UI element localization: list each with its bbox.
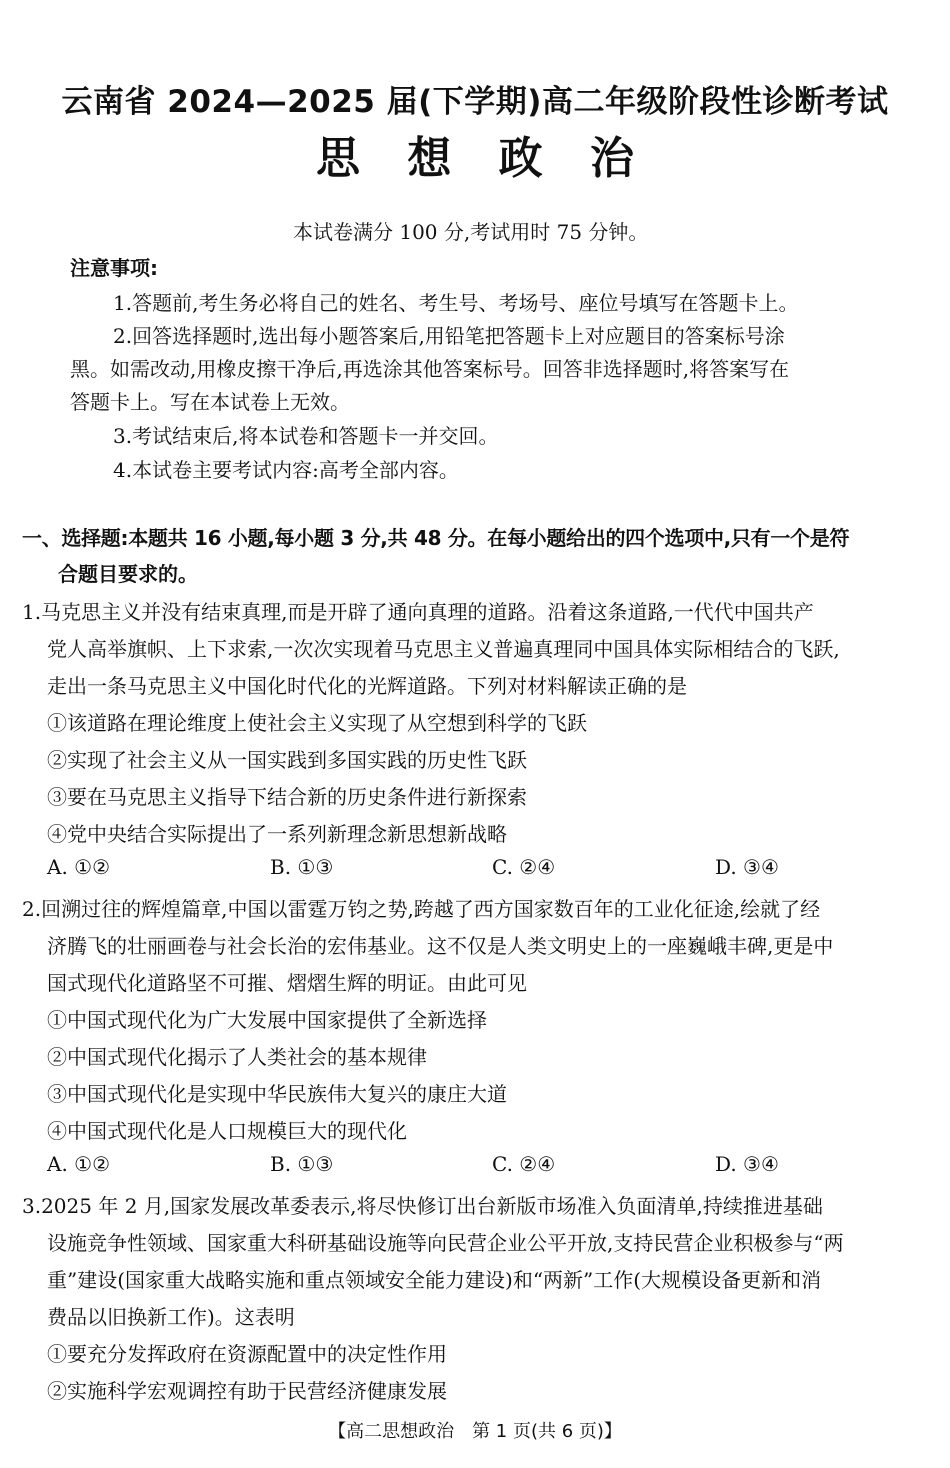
statement: ①中国式现代化为广大发展中国家提供了全新选择 [47,1008,487,1032]
page-footer: 【高二思想政治 第 1 页(共 6 页)】 [328,1421,622,1442]
statement: ④党中央结合实际提出了一系列新理念新思想新战略 [47,822,507,846]
question-stem-line: 走出一条马克思主义中国化时代化的光辉道路。下列对材料解读正确的是 [47,674,687,698]
option-b: B. ①③ [270,855,334,879]
statement: ④中国式现代化是人口规模巨大的现代化 [47,1119,407,1143]
note-line: 1.答题前,考生务必将自己的姓名、考生号、考场号、座位号填写在答题卡上。 [113,291,799,315]
question-stem-line: 费品以旧换新工作)。这表明 [47,1305,295,1329]
section-heading-cont: 合题目要求的。 [58,562,198,586]
note-line: 3.考试结束后,将本试卷和答题卡一并交回。 [113,424,499,448]
statement: ①该道路在理论维度上使社会主义实现了从空想到科学的飞跃 [47,711,587,735]
section-heading: 一、选择题:本题共 16 小题,每小题 3 分,共 48 分。在每小题给出的四个选项中,只有一个是符 [22,526,850,550]
note-line: 黑。如需改动,用橡皮擦干净后,再选涂其他答案标号。回答非选择题时,将答案写在 [70,357,790,381]
question-stem-line: 2.回溯过往的辉煌篇章,中国以雷霆万钧之势,跨越了西方国家数百年的工业化征途,绘就了经 [22,897,821,921]
question-stem-line: 1.马克思主义并没有结束真理,而是开辟了通向真理的道路。沿着这条道路,一代代中国共产 [22,600,814,624]
option-d: D. ③④ [715,855,779,879]
option-a: A. ①② [47,1152,111,1176]
question-stem-line: 设施竞争性领域、国家重大科研基础设施等向民营企业公平开放,支持民营企业积极参与“两 [47,1231,844,1255]
question-stem-line: 国式现代化道路坚不可摧、熠熠生辉的明证。由此可见 [47,971,527,995]
option-a: A. ①② [47,855,111,879]
option-b: B. ①③ [270,1152,334,1176]
statement: ②实现了社会主义从一国实践到多国实践的历史性飞跃 [47,748,527,772]
option-c: C. ②④ [492,855,556,879]
question-stem-line: 3.2025 年 2 月,国家发展改革委表示,将尽快修订出台新版市场准入负面清单,持续推进基础 [22,1194,823,1218]
note-line: 2.回答选择题时,选出每小题答案后,用铅笔把答题卡上对应题目的答案标号涂 [113,324,785,348]
note-line: 答题卡上。写在本试卷上无效。 [70,390,350,414]
statement: ③要在马克思主义指导下结合新的历史条件进行新探索 [47,785,527,809]
option-c: C. ②④ [492,1152,556,1176]
exam-info: 本试卷满分 100 分,考试用时 75 分钟。 [293,220,649,244]
statement: ①要充分发挥政府在资源配置中的决定性作用 [47,1342,447,1366]
question-stem-line: 重”建设(国家重大战略实施和重点领域安全能力建设)和“两新”工作(大规模设备更新和消 [47,1268,822,1292]
statement: ③中国式现代化是实现中华民族伟大复兴的康庄大道 [47,1082,507,1106]
exam-title: 云南省 2024—2025 届(下学期)高二年级阶段性诊断考试 [61,84,889,120]
statement: ②实施科学宏观调控有助于民营经济健康发展 [47,1379,447,1403]
question-stem-line: 党人高举旗帜、上下求索,一次次实现着马克思主义普遍真理同中国具体实际相结合的飞跃, [47,637,840,661]
question-stem-line: 济腾飞的壮丽画卷与社会长治的宏伟基业。这不仅是人类文明史上的一座巍峨丰碑,更是中 [47,934,834,958]
statement: ②中国式现代化揭示了人类社会的基本规律 [47,1045,427,1069]
subject-title: 思 想 政 治 [316,133,650,184]
note-line: 4.本试卷主要考试内容:高考全部内容。 [113,458,459,482]
option-d: D. ③④ [715,1152,779,1176]
notes-heading: 注意事项: [70,256,158,280]
